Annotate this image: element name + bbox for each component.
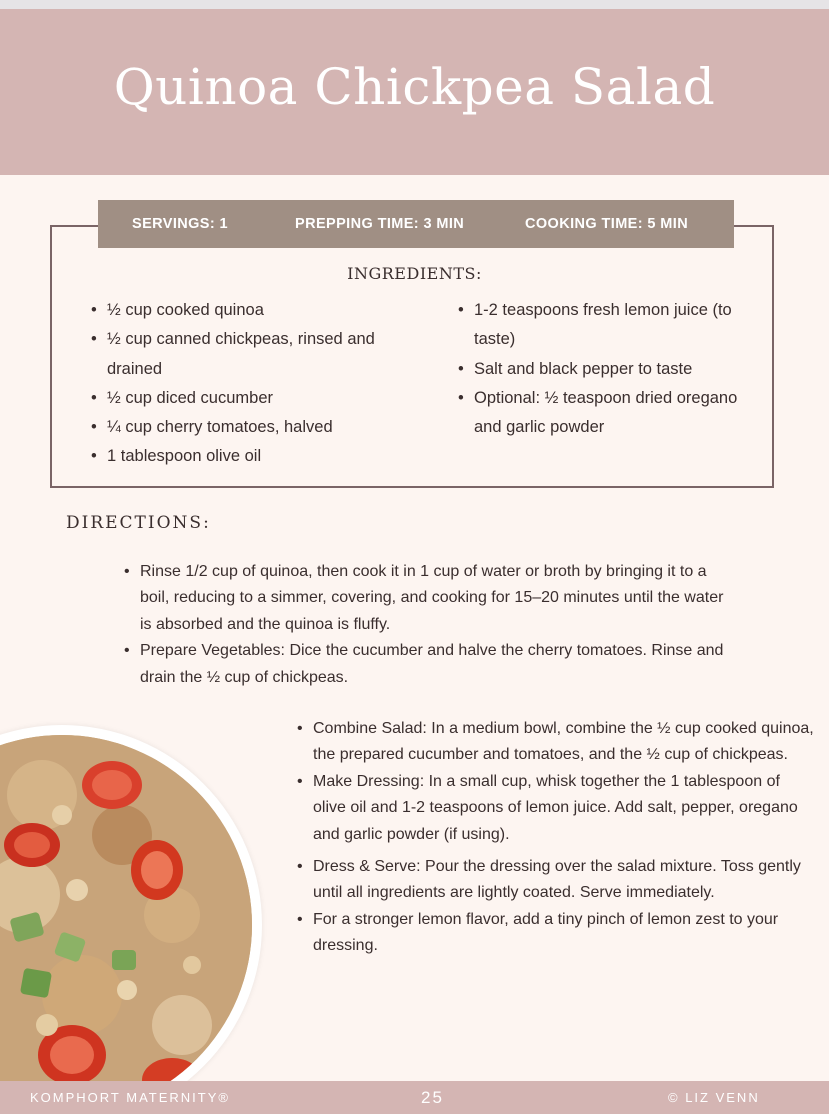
direction-step: • Rinse 1/2 cup of quinoa, then cook it in 1 cup of water or broth by bringing it to a boil, reducing to a simmer, covering, and cooking for 15–20 minutes until the water is absorbed and the quinoa is fluffy.	[124, 559, 724, 638]
ingredient-item: • Optional: ½ teaspoon dried oregano and garlic powder	[458, 384, 758, 443]
recipe-meta-bar	[98, 200, 734, 248]
top-strip	[0, 0, 829, 9]
directions-list-top	[124, 559, 724, 691]
ingredients-heading: INGREDIENTS:	[347, 264, 482, 283]
salad-photo-frame	[0, 725, 262, 1114]
directions-list-bottom	[297, 716, 817, 960]
direction-step: • Make Dressing: In a small cup, whisk together the 1 tablespoon of olive oil and 1-2 teaspoons of lemon juice. Add salt, pepper, oregano and garlic powder (if using).	[297, 769, 817, 848]
ingredient-item: • 1-2 teaspoons fresh lemon juice (to taste)	[458, 296, 758, 355]
ingredient-item: • ½ cup canned chickpeas, rinsed and drained	[91, 325, 431, 384]
direction-step: • Prepare Vegetables: Dice the cucumber and halve the cherry tomatoes. Rinse and drain the ½ cup of chickpeas.	[124, 638, 724, 691]
servings-label: SERVINGS: 1	[132, 216, 228, 232]
salad-photo	[0, 735, 252, 1114]
direction-step: • For a stronger lemon flavor, add a tiny pinch of lemon zest to your dressing.	[297, 907, 817, 960]
ingredients-list-left	[91, 296, 431, 472]
cook-time-label: COOKING TIME: 5 MIN	[525, 216, 689, 232]
footer-author: © LIZ VENN	[668, 1090, 760, 1105]
ingredient-item: • ½ cup diced cucumber	[91, 384, 431, 413]
page-number: 25	[421, 1088, 444, 1107]
directions-heading: DIRECTIONS:	[66, 513, 211, 533]
ingredients-list-right	[458, 296, 758, 442]
page-footer	[0, 1081, 829, 1114]
prep-time-label: PREPPING TIME: 3 MIN	[295, 216, 465, 232]
ingredient-item: • ¼ cup cherry tomatoes, halved	[91, 413, 431, 442]
salad-illustration	[0, 735, 252, 1114]
ingredient-item: • Salt and black pepper to taste	[458, 355, 758, 384]
ingredient-item: • 1 tablespoon olive oil	[91, 442, 431, 471]
ingredient-item: • ½ cup cooked quinoa	[91, 296, 431, 325]
direction-step: • Dress & Serve: Pour the dressing over the salad mixture. Toss gently until all ingredients are lightly coated. Serve immediately.	[297, 854, 817, 907]
page-title: Quinoa Chickpea Salad	[113, 58, 716, 116]
footer-brand: KOMPHORT MATERNITY®	[30, 1090, 230, 1105]
direction-step: • Combine Salad: In a medium bowl, combine the ½ cup cooked quinoa, the prepared cucumber and tomatoes, and the ½ cup of chickpeas.	[297, 716, 817, 769]
